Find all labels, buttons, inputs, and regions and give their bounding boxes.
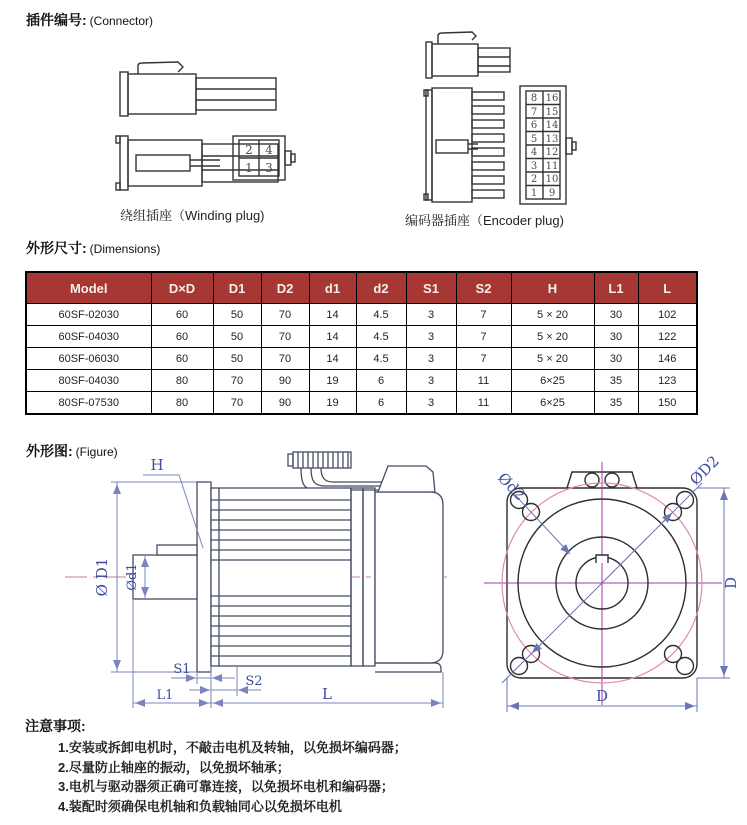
cell: 14 — [309, 326, 356, 348]
label-d1-small: Ød1 — [125, 563, 140, 591]
winding-front-tab — [285, 151, 291, 165]
encoder-top-plug-lines — [478, 57, 510, 66]
encoder-pin: 5 — [530, 134, 538, 145]
encoder-pin: 4 — [530, 147, 538, 158]
encoder-pin: 15 — [545, 107, 559, 118]
label-s1: S1 — [173, 662, 191, 677]
winding-pin: 4 — [265, 143, 273, 157]
winding-top-plug-lines — [196, 89, 276, 100]
cell: 70 — [213, 370, 261, 392]
winding-side-tab-top — [116, 136, 120, 143]
bump-hole1 — [585, 473, 599, 487]
winding-top-plug — [196, 78, 276, 110]
cell: 30 — [594, 304, 638, 326]
cell: 50 — [213, 348, 261, 370]
encoder-pin: 10 — [545, 174, 559, 185]
cell: 14 — [309, 304, 356, 326]
cell: 122 — [638, 326, 697, 348]
cell: 3 — [406, 326, 456, 348]
encoder-plug-label-cn: 编码器插座 — [405, 213, 471, 228]
cell: 11 — [456, 392, 511, 415]
winding-pin: 2 — [245, 143, 253, 157]
cell: 4.5 — [356, 348, 406, 370]
winding-pin: 1 — [245, 161, 253, 175]
cell: 60 — [151, 326, 213, 348]
cables — [301, 468, 386, 490]
cell: 60SF-06030 — [26, 348, 151, 370]
encoder-plug-label — [405, 210, 564, 229]
cell: 4.5 — [356, 304, 406, 326]
winding-latch-icon — [138, 62, 183, 74]
label-h: H — [150, 456, 164, 474]
label-d2-big: ØD2 — [686, 452, 723, 489]
encoder-plug-label-en: （Encoder plug) — [470, 213, 564, 228]
encoder-pin: 11 — [545, 161, 559, 172]
figure-heading-cn: 外形图: — [26, 443, 73, 459]
cell: 35 — [594, 392, 638, 415]
winding-side-terminal — [136, 155, 190, 171]
encoder-pin: 8 — [530, 93, 538, 104]
winding-pin: 3 — [265, 161, 273, 175]
col-s2: S2 — [456, 272, 511, 304]
notes-list — [58, 738, 618, 816]
cell: 7 — [456, 304, 511, 326]
cell: 50 — [213, 326, 261, 348]
cell: 4.5 — [356, 326, 406, 348]
label-d-bottom: D — [595, 687, 609, 705]
label-s2: S2 — [245, 674, 263, 689]
note-item: 2.尽量防止轴座的振动，以免损坏轴承； — [58, 759, 290, 775]
page-title-cn: 插件编号: — [26, 12, 87, 28]
cell: 60 — [151, 304, 213, 326]
label-l: L — [322, 685, 332, 703]
h-leader — [143, 475, 203, 548]
encoder-pin: 16 — [545, 93, 559, 104]
shaft-key — [157, 545, 197, 555]
col-d1-small: d1 — [309, 272, 356, 304]
cell: 146 — [638, 348, 697, 370]
cell: 80 — [151, 370, 213, 392]
label-l1: L1 — [156, 688, 174, 703]
dimensions-heading-cn: 外形尺寸: — [26, 240, 87, 256]
cell: 70 — [213, 392, 261, 415]
winding-plug-diagram — [108, 56, 323, 206]
rear-hump — [378, 466, 435, 492]
cell: 150 — [638, 392, 697, 415]
encoder-pin: 14 — [545, 120, 559, 131]
cell: 3 — [406, 392, 456, 415]
winding-plug-label-en: （Winding plug) — [172, 208, 265, 223]
cell: 6×25 — [511, 392, 594, 415]
label-d2-small: Ød2 — [494, 468, 530, 504]
table-row — [26, 370, 697, 392]
winding-side-tab-bottom — [116, 183, 120, 190]
motor-front-view — [472, 450, 747, 718]
cell: 70 — [261, 348, 309, 370]
cell: 3 — [406, 348, 456, 370]
encoder-side-slots — [472, 92, 504, 198]
cell: 5 × 20 — [511, 304, 594, 326]
table-row — [26, 304, 697, 326]
label-d-right: D — [722, 576, 740, 590]
cell: 30 — [594, 326, 638, 348]
d2-small-leader — [516, 496, 570, 554]
col-s1: S1 — [406, 272, 456, 304]
note-item: 1.安装或拆卸电机时，不敲击电机及转轴，以免损坏编码器； — [58, 740, 407, 755]
encoder-plug-diagram — [420, 28, 595, 206]
motor-side-view — [45, 450, 455, 712]
cell: 19 — [309, 370, 356, 392]
encoder-pin: 13 — [545, 134, 559, 145]
motor-flange — [197, 482, 211, 672]
encoder-side-flange — [426, 90, 432, 200]
keyway — [596, 555, 608, 563]
shaft — [133, 555, 197, 599]
cell: 102 — [638, 304, 697, 326]
cell: 5 × 20 — [511, 348, 594, 370]
table-header-row — [26, 272, 697, 304]
bump-hole2 — [605, 473, 619, 487]
rear-housing — [375, 492, 443, 663]
cell: 123 — [638, 370, 697, 392]
encoder-front-tab2 — [572, 142, 576, 150]
col-dxd: D×D — [151, 272, 213, 304]
cell: 3 — [406, 304, 456, 326]
motor-body — [211, 488, 351, 666]
col-d2: D2 — [261, 272, 309, 304]
winding-plug-label-cn: 绕组插座 — [120, 208, 173, 223]
cell: 90 — [261, 392, 309, 415]
encoder-pin: 1 — [530, 188, 538, 199]
cell: 70 — [261, 326, 309, 348]
encoder-top-flange — [426, 42, 432, 78]
dimensions-heading — [26, 238, 160, 258]
label-d1-big: Ø D1 — [93, 557, 111, 597]
dimensions-table — [25, 271, 698, 415]
cell: 60 — [151, 348, 213, 370]
cell: 60SF-04030 — [26, 326, 151, 348]
cable-connector — [293, 452, 351, 468]
cell: 30 — [594, 348, 638, 370]
encoder-pin: 7 — [530, 107, 538, 118]
cell: 14 — [309, 348, 356, 370]
page-title — [26, 10, 153, 30]
col-l: L — [638, 272, 697, 304]
encoder-side-terminal — [436, 140, 468, 153]
cell: 90 — [261, 370, 309, 392]
encoder-pin: 12 — [545, 147, 559, 158]
col-d2-small: d2 — [356, 272, 406, 304]
cell: 5 × 20 — [511, 326, 594, 348]
encoder-front-tab — [566, 138, 572, 154]
winding-plug-label — [120, 205, 265, 224]
winding-front-tab2 — [291, 154, 295, 162]
rear-housing-lip — [375, 663, 441, 672]
cell: 80 — [151, 392, 213, 415]
winding-side-terminal-lines — [190, 160, 220, 166]
cell: 11 — [456, 370, 511, 392]
col-h: H — [511, 272, 594, 304]
cable-connector-hatch — [298, 452, 348, 468]
winding-side-flange — [120, 136, 128, 190]
cell: 6 — [356, 392, 406, 415]
cell: 60SF-02030 — [26, 304, 151, 326]
cell: 80SF-07530 — [26, 392, 151, 415]
dimensions-heading-en: (Dimensions) — [89, 242, 161, 256]
cell: 80SF-04030 — [26, 370, 151, 392]
cable-connector-cap — [288, 454, 293, 466]
table-row — [26, 326, 697, 348]
cell: 3 — [406, 370, 456, 392]
winding-top-body — [128, 74, 196, 114]
cell: 19 — [309, 392, 356, 415]
cell: 6 — [356, 370, 406, 392]
cell: 70 — [261, 304, 309, 326]
note-item: 4.装配时须确保电机轴和负载轴同心以免损坏电机 — [58, 798, 342, 814]
encoder-pin: 2 — [530, 174, 538, 185]
encoder-top-body — [432, 44, 478, 76]
table-row — [26, 392, 697, 415]
cell: 35 — [594, 370, 638, 392]
col-model: Model — [26, 272, 151, 304]
cell: 7 — [456, 326, 511, 348]
figure-heading-en: (Figure) — [75, 445, 118, 459]
col-l1: L1 — [594, 272, 638, 304]
cell: 7 — [456, 348, 511, 370]
page-title-en: (Connector) — [89, 14, 154, 28]
cell: 6×25 — [511, 370, 594, 392]
encoder-pin: 6 — [530, 120, 538, 131]
cell: 50 — [213, 304, 261, 326]
col-d1: D1 — [213, 272, 261, 304]
encoder-latch-icon — [438, 32, 476, 44]
note-item: 3.电机与驱动器须正确可靠连接，以免损坏电机和编码器； — [58, 779, 394, 794]
encoder-pin: 3 — [530, 161, 538, 172]
encoder-pin: 9 — [548, 188, 556, 199]
table-row — [26, 348, 697, 370]
winding-top-flange — [120, 72, 128, 116]
encoder-top-plug — [478, 48, 510, 72]
notes-heading: 注意事项: — [25, 718, 86, 734]
